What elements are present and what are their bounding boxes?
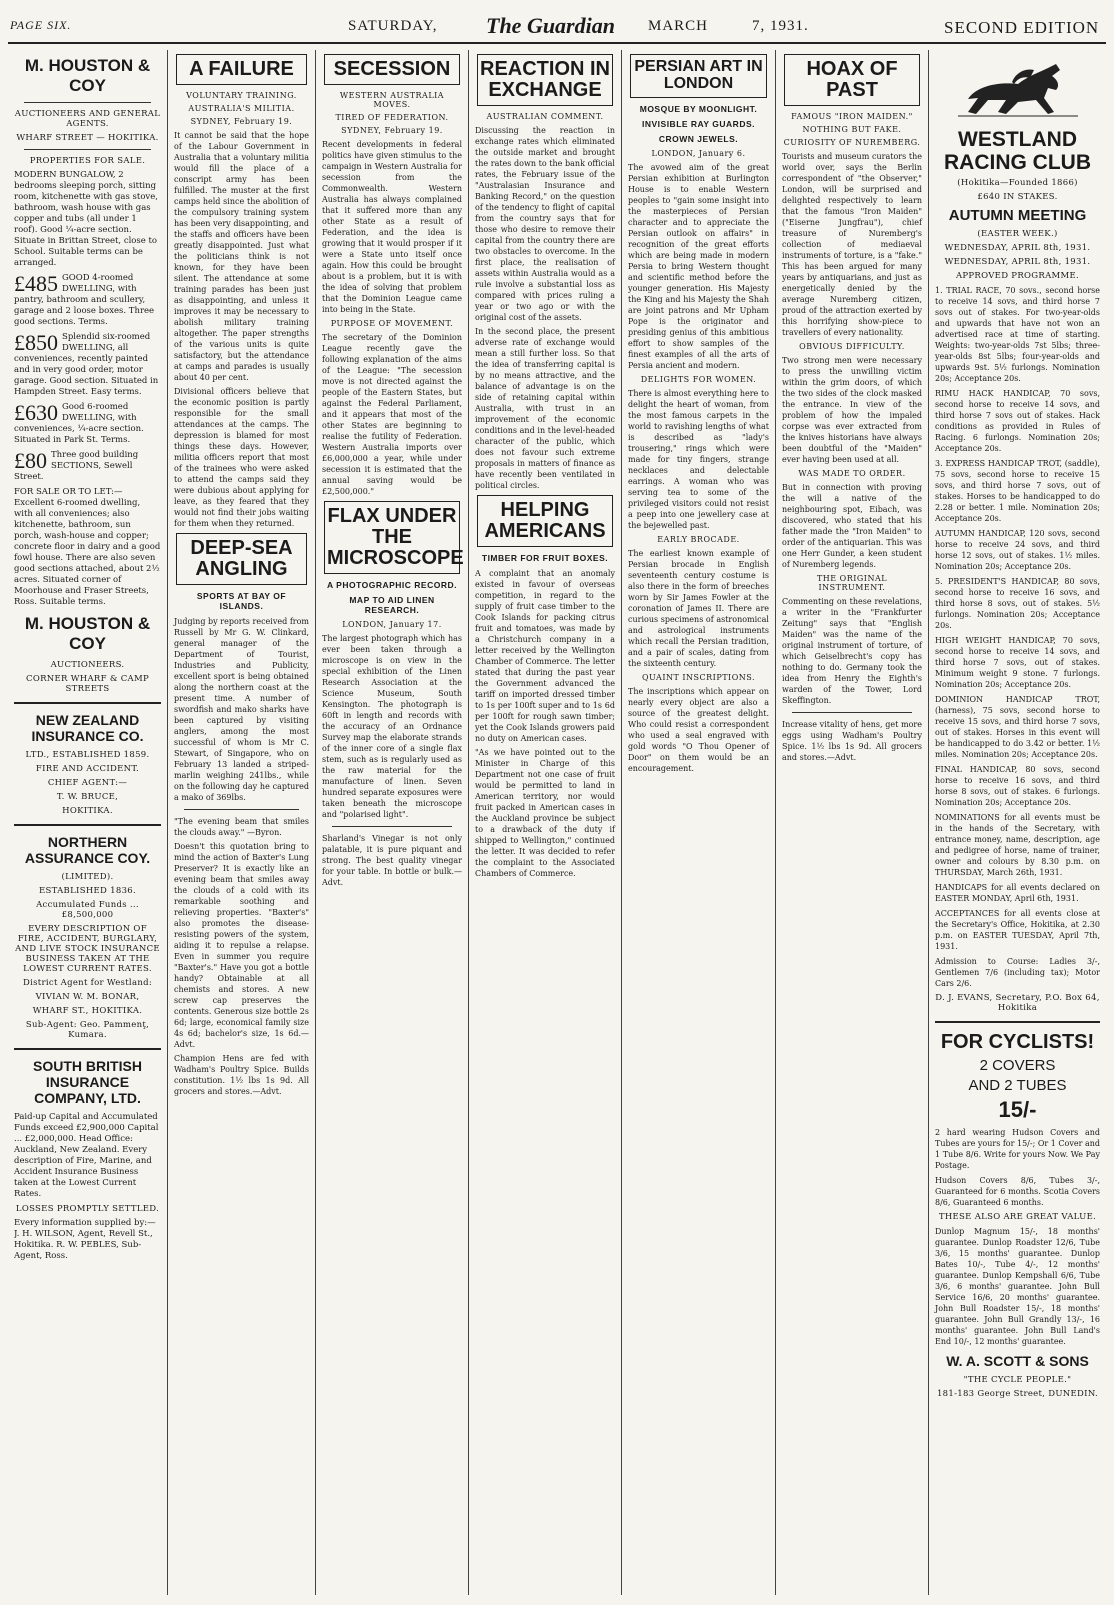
article-body: "As we have pointed out to the Minister in Charge of this Department not one case of fruit would be permitted to land in American territory, nor would fruit packed in American cases in the Auckland province be subject to a drawback of the duty if shipped to Wellington," continued the letter. It was decided to refer the complaint to the Associated Chambers of Commerce. — [475, 748, 615, 878]
subheading: PURPOSE OF MOVEMENT. — [330, 319, 454, 328]
headline-persian-art: PERSIAN ART IN LONDON — [630, 54, 767, 98]
houston-address: WHARF STREET — HOKITIKA. — [16, 133, 159, 143]
article-body: Commenting on these revelations, a writer in the "Frankfurter Zeitung" says that "English Maiden" was the name of the original instrument of torture, of which Geiselbrecht's copy has nothing to do. Germany took the idea from Henry the Eighth's warden of the Tower, Lord Skeffington. — [782, 597, 922, 705]
northern-assurance-funds: Accumulated Funds ... £8,500,000 — [36, 900, 139, 920]
property-price: £80 — [14, 450, 47, 473]
meeting-date: WEDNESDAY, APRIL 8th, 1931. — [944, 257, 1091, 268]
column-1-ads — [8, 50, 168, 1595]
edition-label: SECOND EDITION — [944, 18, 1100, 37]
property-listing: MODERN BUNGALOW, 2 bedrooms sleeping porch, sitting room, kitchenette with gas stove, bathroom, wash house with gas copper and tubs (all under 1 roof). Good ¼-acre section. Situate in Brittan Street, close to School. Suitable terms can be arranged. — [14, 170, 158, 268]
nominations-notice: NOMINATIONS for all events must be in the hands of the Secretary, with entrance money, name, description, age and pedigree of horse, name of trainer, owner and colours by 8.30 p.m. on THURSDAY, March 26th, 1931. — [935, 813, 1100, 878]
property-description: Good 6-roomed DWELLING, with conveniences, ¼-acre section. Situated in Park St. Terms. — [14, 402, 144, 445]
dateline: SYDNEY, February 19. — [190, 117, 293, 126]
racehorse-icon — [948, 54, 1088, 124]
subheading: OBVIOUS DIFFICULTY. — [799, 342, 905, 351]
property-listing — [14, 332, 161, 398]
nz-insurance-town: HOKITIKA. — [62, 806, 113, 816]
paper-title: The Guardian — [486, 13, 615, 38]
article-body: Two strong men were necessary to press the unwilling victim within the grim doors, of which the two sides of the clock masked the entrance. In view of the problem of how the impaled corpse was ever extracted from the knives historians have always been doubtful of the "Maiden" ever having been used at all. — [782, 356, 922, 464]
houston-roles: AUCTIONEERS AND GENERAL AGENTS. — [14, 109, 161, 129]
northern-assurance-est: ESTABLISHED 1836. — [38, 886, 136, 896]
advert-body: Champion Hens are fed with Wadham's Poultry Spice. Builds constitution. 1½ lbs 1s 9d. All grocers and stores.—Advt. — [174, 1054, 309, 1096]
article-body: Recent developments in federal politics have given stimulus to the campaign in Western Australia for secession from the Commonwealth. Western Australia has always complained that it suffered more than any other State as a result of Federation, and the idea is growing that it would prosper if it were a State unto itself once again. How this could be brought about is a problem, but it is with the idea of solving that problem that the Dominion League came into being in the State. — [322, 140, 462, 314]
article-body: Divisional officers believe that the economic position is partly responsible for the small attendances at the camps. The depression is blamed for most things these days. However, militia officers report that most of the trainees who were asked to attend the camps said they were dubious about applying for leave, as they feared that they would not find their jobs waiting for them when they returned. — [174, 387, 309, 528]
deck: A PHOTOGRAPHIC RECORD. — [326, 580, 457, 590]
article-body: The largest photograph which has ever been taken through a microscope is on view in the special exhibition of the Linen Research Association at the Science Museum, South Kensington. The photograph is 60ft in length and records with the accuracy of an Ordnance Survey map the elaborate strands of the inner core of a single flax stem, such as is regularly used as the raw material for the manufacture of linen. Seven hundred separate exposures were taken beneath the microscope and "polarised light". — [322, 634, 462, 819]
article-body: In the second place, the present adverse rate of exchange would mean a still further loss. So that the idea of transferring capital is by no means attractive, and the balance of advantage is on the side of retaining capital within Australia, with trust in an improvement of the economic conditions and in the level-headed character of the public, which does not favour such extreme proposals in matters of finance as have recently been ventilated in political circles. — [475, 327, 615, 490]
dateline: LONDON, January 17. — [342, 620, 442, 629]
divider — [24, 102, 151, 103]
deck: NOTHING BUT FAKE. — [802, 125, 902, 134]
houston-firm-name-2: M. HOUSTON & COY — [24, 614, 151, 653]
article-body: It cannot be said that the hope of the Labour Government in Australia that a voluntary militia would fill the place of a conscript army has been fulfilled. The muster at the first camps held since the abolition of the compulsory training system has been very disappointing, and the staffs and officers have been greatly disappointed. Just what the politicians think is not known, for they have been silent. The attendance at some training parades has been just as disappointing, and unless it improves it may be necessary to abolish military training altogether. The paper strengths of the various units is quite satisfactory, but the attendance at camps and parades is usually about 40 per cent. — [174, 131, 309, 382]
property-listing — [14, 450, 161, 483]
programme-heading: APPROVED PROGRAMME. — [955, 271, 1080, 282]
cyclists-text: 2 hard wearing Hudson Covers and Tubes are yours for 15/-; Or 1 Cover and 1 Tube 8/6. Write for yours Now. We Pay Postage. — [935, 1128, 1100, 1171]
south-british-losses: LOSSES PROMPTLY SETTLED. — [15, 1204, 160, 1214]
race-entry: 5. PRESIDENT'S HANDICAP, 80 sovs, second horse to receive 16 sovs, and third horse 8 sovs, out of stakes. 5½ furlongs. Nomination 20s; Acceptance 20s. — [935, 577, 1100, 631]
houston-address-2: CORNER WHARF & CAMP STREETS — [26, 674, 149, 694]
cyclists-list: Dunlop Magnum 15/-, 18 months' guarantee. Dunlop Roadster 12/6, Tube 3/6, 15 months' guarantee. Dunlop Bates 10/-, Tube 4/-, 12 months' guarantee. Dunlop Kempshall 6/6, Tube 3/6, 6 months' guarantee. John Bull Service 16/6, 20 months' guarantee. John Bull Roadster 15/-, 18 months' guarantee. John Bull Grandly 13/-, 16 months' guarantee. John Bull Land's End 10/-, 12 months' guarantee. — [935, 1227, 1100, 1347]
masthead-month: MARCH — [648, 18, 709, 34]
cyclists-price: 15/- — [998, 1097, 1037, 1123]
headline-helping-americans: HELPING AMERICANS — [477, 495, 613, 547]
autumn-meeting: AUTUMN MEETING — [948, 207, 1087, 225]
houston-firm-name: M. HOUSTON & COY — [24, 56, 151, 95]
subheading: QUAINT INSCRIPTIONS. — [642, 672, 755, 682]
advert-body: Increase vitality of hens, get more eggs using Wadham's Poultry Spice. 1½ lbs 1s 9d. All grocers and stores.—Advt. — [782, 720, 922, 762]
deck: AUSTRALIAN COMMENT. — [486, 112, 604, 121]
headline-a-failure: A FAILURE — [176, 54, 307, 85]
divider — [14, 702, 161, 704]
property-description: Three good building SECTIONS, Sewell Street. — [14, 450, 139, 482]
northern-assurance-agent: VIVIAN W. M. BONAR, — [35, 992, 140, 1002]
south-british-name: SOUTH BRITISH INSURANCE COMPANY, LTD. — [33, 1058, 142, 1106]
race-entry: 1. TRIAL RACE, 70 sovs., second horse to receive 14 sovs, and third horse 7 sovs out of stakes. For two-year-olds and upwards that have not won an advertised race at time of starting. Weights: two-year-olds 7st 5lbs; three-year-olds 8st 5lbs; four-year-olds and upwards 9st. 5½ furlongs. Nomination 20s; Acceptance 20s. — [935, 286, 1100, 384]
dateline: SYDNEY, February 19. — [341, 126, 443, 135]
article-body: There is almost everything here to delight the heart of woman, from the most famous carpets in the world to ravishing lengths of what is described as "lady's trousering," rings which were made for tiny fingers, strange necklaces and delectable earrings. A woman who was serving tea to some of the privileged visitors could not resist a peep into one jewellery case at the bejewelled past. — [628, 388, 769, 530]
nz-insurance-agent: T. W. BRUCE, — [56, 792, 119, 802]
acceptances-notice: ACCEPTANCES for all events close at the Secretary's Office, Hokitika, at 2.30 p.m. on EASTER TUESDAY, April 7th, 1931. — [935, 909, 1100, 952]
headline-reaction-exchange: REACTION IN EXCHANGE — [477, 54, 613, 106]
property-price: £850 — [14, 332, 58, 355]
deck: AUSTRALIA'S MILITIA. — [188, 104, 295, 113]
article-body: Judging by reports received from Russell by Mr G. W. Clinkard, general manager of the Department of Tourist, Industries and Publicity, excellent sport is being obtained along the northern coast at the present time. A number of swordfish and mako sharks have been captured by visiting anglers, among the most successful of whom is Mr C. Stewart, of Singapore, who on February 13 landed a striped-marlin weighing 241lbs., while on the following day he captured a mako of 369lbs. — [174, 617, 309, 802]
masthead-date: 7, 1931. — [752, 18, 809, 34]
northern-assurance-ltd: (LIMITED). — [61, 872, 114, 882]
nz-insurance-chief: CHIEF AGENT:— — [47, 778, 128, 788]
property-listing — [14, 273, 161, 328]
property-price: £630 — [14, 402, 58, 425]
masthead-day: SATURDAY, — [348, 18, 438, 34]
divider — [14, 824, 161, 826]
column-3 — [316, 50, 469, 1595]
race-entry: HIGH WEIGHT HANDICAP, 70 sovs, second horse to receive 14 sovs, and third horse 7 sovs, out of stakes. Minimum weight 9 stone. 7 furlongs. Nomination 20s; Acceptance 20s. — [935, 636, 1100, 690]
deck: TIRED OF FEDERATION. — [335, 113, 449, 122]
article-body: The avowed aim of the great Persian exhibition at Burlington House is to enable Western peoples to "gain some insight into the masterpieces of Persian character and to appreciate the Persian outlook on affairs" in recognition of the great efforts which are being made in modern Persia to bring Western thought and scientific method before the younger generation. His Majesty the King and his Majesty the Shah are joint patrons and Mr Upham Pope is the originator and presiding genius of this ambitious effort to show samples of the finest examples of all the arts of Persia ancient and modern. — [628, 162, 769, 370]
headline-deep-sea-angling: DEEP-SEA ANGLING — [176, 533, 307, 585]
property-listing — [14, 402, 161, 446]
scott-and-sons: W. A. SCOTT & SONS — [946, 1353, 1089, 1370]
dateline: LONDON, January 6. — [651, 148, 746, 158]
deck: MOSQUE BY MOONLIGHT. — [639, 103, 758, 114]
cyclists-list: Hudson Covers 8/6, Tubes 3/-, Guaranteed for 6 months. Scotia Covers 8/6, Guaranteed 6 months. — [935, 1176, 1100, 1208]
column-5 — [622, 50, 776, 1595]
scott-address: 181-183 George Street, DUNEDIN. — [936, 1389, 1099, 1400]
race-entry: RIMU HACK HANDICAP, 70 sovs, second horse to receive 14 sovs, and third horse 7 sovs out of stakes. Hack conditions as provided in Rules of Racing. 6 furlongs. Nomination 20s; Acceptance 20s. — [935, 389, 1100, 454]
column-4 — [469, 50, 622, 1595]
advert-body: Doesn't this quotation bring to mind the action of Baxter's Lung Preserver? It is exactly like an evening beam that smiles away the clouds of a cold with its remarkable soothing and relieving properties. "Baxter's" also promotes the disease-resisting powers of the system, aiding it to repulse a relapse. Even in summer you require "Baxter's." Have you got a bottle handy? Obtainable at all chemists and stores. A new screw cap preserves the contents. Generous size bottle 2s 6d; large, economical family size 4s 6d; bachelor's size, 1s 6d.—Advt. — [174, 842, 309, 1049]
meeting-sub: (EASTER WEEK.) — [977, 229, 1058, 240]
south-british-info: Every information supplied by:— J. H. WILSON, Agent, Revell St., Hokitika. R. W. PEBLES, Sub-Agent, Ross. — [14, 1218, 156, 1261]
deck: MAP TO AID LINEN RESEARCH. — [349, 595, 435, 615]
admission-notice: Admission to Course: Ladies 3/-, Gentlemen 7/6 (including tax); Motor Cars 2/6. — [935, 957, 1100, 989]
article-body: Discussing the reaction in exchange rates which eliminated the outside market and brought the rates down to the bank official rates, the February issue of the "Australasian Insurance and Banking Record," on the question of the tendency to flight of capital from the country says that for those who desire to remove their capital from the country there are two obstacles to overcome. In the first place, the realisation of assets within Australia would as a rule involve a substantial loss as compared with prices ruling a year or two ago or with the original cost of the assets. — [475, 126, 615, 322]
deck: VOLUNTARY TRAINING. — [186, 91, 297, 100]
race-entry: FINAL HANDICAP, 80 sovs, second horse to receive 16 sovs, and third horse 8 sovs, out of stakes. 6 furlongs. Nomination 20s; Acceptance 20s. — [935, 765, 1100, 808]
advert-quote: "The evening beam that smiles the clouds away." —Byron. — [174, 817, 309, 837]
westland-racing-club: WESTLAND RACING CLUB — [944, 128, 1091, 175]
deck: INVISIBLE RAY GUARDS. — [642, 118, 755, 129]
nz-insurance-est: LTD., ESTABLISHED 1859. — [25, 750, 150, 760]
meeting-date: WEDNESDAY, APRIL 8th, 1931. — [944, 243, 1091, 254]
article-body: The earliest known example of Persian brocade in English seventeenth century costume is also there in the form of breeches worn by Sir James Fowler at the coronation of James II. There are curious specimens of astronomical and astrological instruments which recall the Persian tradition, and a pair of scales, dating from the sixteenth century. — [628, 548, 769, 668]
property-listing: FOR SALE OR TO LET:—Excellent 6-roomed dwelling, with all conveniences; also kitchenette, bathroom, sun porch, wash-house and copper; concrete floor in dairy and a good fowl house. There are also seven good sections attached, about 2½ acres. Situated corner of Moorhouse and Fraser Streets, Ross. Suitable terms. — [14, 487, 161, 607]
houston-roles-2: AUCTIONEERS. — [50, 660, 125, 670]
race-entry: AUTUMN HANDICAP, 120 sovs, second horse to receive 24 sovs, and third horse 12 sovs, out of stakes. 1½ miles. Nomination 20s; Acceptance 20s. — [935, 529, 1100, 572]
advert-body: Sharland's Vinegar is not only palatable, it is pure piquant and strong. The best quality vinegar for your table. In bottle or bulk.—Advt. — [322, 834, 462, 887]
northern-assurance-subagent: Sub-Agent: Geo. Pammenţ, Kumara. — [25, 1020, 150, 1040]
race-entry: DOMINION HANDICAP TROT, (harness), 75 sovs, second horse to receive 15 sovs, and third horse 7 sovs, out of stakes. Horses in this event will be handicapped to do 3.42 or better. 1½ miles. Nomination 20s; Acceptance 20s. — [935, 695, 1100, 760]
divider — [14, 1048, 161, 1050]
divider — [935, 1021, 1100, 1023]
property-description: Splendid six-roomed DWELLING, all conveniences, recently painted and in very good order, motor garage. Good section. Situated in Hampden Street. Easy terms. — [14, 332, 159, 397]
deck: FAMOUS "IRON MAIDEN." — [791, 112, 913, 121]
subheading: THE ORIGINAL INSTRUMENT. — [816, 574, 888, 592]
page-number: PAGE SIX. — [10, 18, 72, 32]
column-2 — [168, 50, 316, 1595]
northern-assurance-name: NORTHERN ASSURANCE COY. — [24, 834, 151, 866]
south-british-text: Paid-up Capital and Accumulated Funds exceed £2,900,000 Capital ... £2,000,000. Head Office: Auckland, New Zealand. Every description of Fire, Marine, and Accident Insurance Business taken at the Lowest Current Rates. — [14, 1112, 159, 1199]
headline-hoax-of-past: HOAX OF PAST — [784, 54, 920, 106]
race-entry: 3. EXPRESS HANDICAP TROT, (saddle), 75 sovs, second horse to receive 15 sovs, and third horse 7 sovs, out of stakes. Horses to be handicapped to do 2.28 or better. 1 mile. Nomination 20s; Acceptance 20s. — [935, 459, 1100, 524]
northern-assurance-district: District Agent for Westland: — [22, 978, 153, 988]
subheading: EARLY BROCADE. — [657, 534, 740, 544]
article-body: Tourists and museum curators the world over, says the Berlin correspondent of "the Observer," London, will be surprised and delighted respectively to learn that the famous "Iron Maiden" ("Eiserne Jungfrau"), chief treasure of Nuremberg's collection of mediaeval instruments of torture, is a "fake." This has been argued for many years by antiquarians, and just as energetically denied by the average Nuremberg citizen, proud of the attraction exerted by this horrifying show-piece to travellers of every nationality. — [782, 152, 922, 337]
northern-assurance-desc: EVERY DESCRIPTION OF FIRE, ACCIDENT, BURGLARY, AND LIVE STOCK INSURANCE BUSINESS TAKEN AT THE LOWEST CURRENT RATES. — [15, 924, 160, 974]
cyclists-tubes: AND 2 TUBES — [968, 1077, 1067, 1095]
subheading: DELIGHTS FOR WOMEN. — [640, 374, 757, 384]
club-founded: (Hokitika—Founded 1866) — [957, 178, 1078, 189]
divider — [184, 809, 299, 810]
deck: CURIOSITY OF NUREMBERG. — [783, 138, 921, 147]
article-body: The secretary of the Dominion League recently gave the following explanation of the aims of the League: "The secession move is not directed against the people of the Eastern States, but against the Federal Parliament, and it appears that most of the other States are beginning to realise the futility of Federation. Western Australia imports over £6,000,000 a year, while under secession it is estimated that the annual saving would be £2,500,000." — [322, 333, 462, 496]
properties-heading: PROPERTIES FOR SALE. — [29, 156, 146, 166]
property-description: GOOD 4-roomed DWELLING, with pantry, bathroom and scullery, garage and 2 loose boxes. Three good sections. Terms. — [14, 273, 155, 327]
divider — [332, 826, 452, 827]
property-price: £485 — [14, 273, 58, 296]
article-body: But in connection with proving the will a native of the neighbouring spot, Eibach, was discovered, who stated that his father made the "Iron Maiden" to order of the antiquarian. This was one Herr Gunder, a keen student of Nuremberg legends. — [782, 483, 922, 569]
column-6 — [776, 50, 929, 1595]
divider — [792, 712, 912, 713]
divider — [24, 149, 151, 150]
stakes-amount: £640 IN STAKES. — [977, 192, 1058, 203]
nz-insurance-name: NEW ZEALAND INSURANCE CO. — [31, 712, 144, 744]
cyclists-value-heading: THESE ALSO ARE GREAT VALUE. — [938, 1212, 1097, 1223]
secretary-signature: D. J. EVANS, Secretary, P.O. Box 64, Hokitika — [935, 993, 1100, 1014]
headline-secession: SECESSION — [324, 54, 460, 85]
deck: WESTERN AUSTRALIA MOVES. — [339, 91, 445, 109]
northern-assurance-address: WHARF ST., HOKITIKA. — [32, 1006, 143, 1016]
cycle-people-slogan: "THE CYCLE PEOPLE." — [963, 1375, 1072, 1386]
deck: CROWN JEWELS. — [658, 133, 739, 144]
deck: TIMBER FOR FRUIT BOXES. — [481, 553, 609, 563]
cyclists-covers: 2 COVERS — [979, 1057, 1056, 1075]
masthead — [8, 8, 1106, 44]
deck: SPORTS AT BAY OF ISLANDS. — [196, 591, 287, 611]
column-7-ads — [929, 50, 1106, 1595]
handicaps-notice: HANDICAPS for all events declared on EASTER MONDAY, April 6th, 1931. — [935, 883, 1100, 904]
subheading: WAS MADE TO ORDER. — [798, 469, 906, 478]
article-body: A complaint that an anomaly existed in favour of overseas competition, in regard to the supply of fruit case timber to the Cook Islands for packing citrus fruit and tomatoes, was made by a Christchurch company in a letter received by the Wellington Chamber of Commerce. The letter stated that during the past year the Government advanced the tariff on imported dressed timber to 1s per 100ft super and to 1s 6d per 100ft for rough sawn timber; yet the Cook Islands growers paid no duty on American cases. — [475, 569, 615, 743]
nz-insurance-fire: FIRE AND ACCIDENT. — [35, 764, 140, 774]
cyclists-heading: FOR CYCLISTS! — [940, 1031, 1095, 1054]
headline-flax: FLAX UNDER THE MICROSCOPE — [324, 501, 460, 574]
article-body: The inscriptions which appear on nearly every object are also a source of the greatest delight. Who could resist a correspondent who used a seal engraved with gold words "O Thou Opener of Door" on them would be an encouragement. — [628, 686, 769, 773]
